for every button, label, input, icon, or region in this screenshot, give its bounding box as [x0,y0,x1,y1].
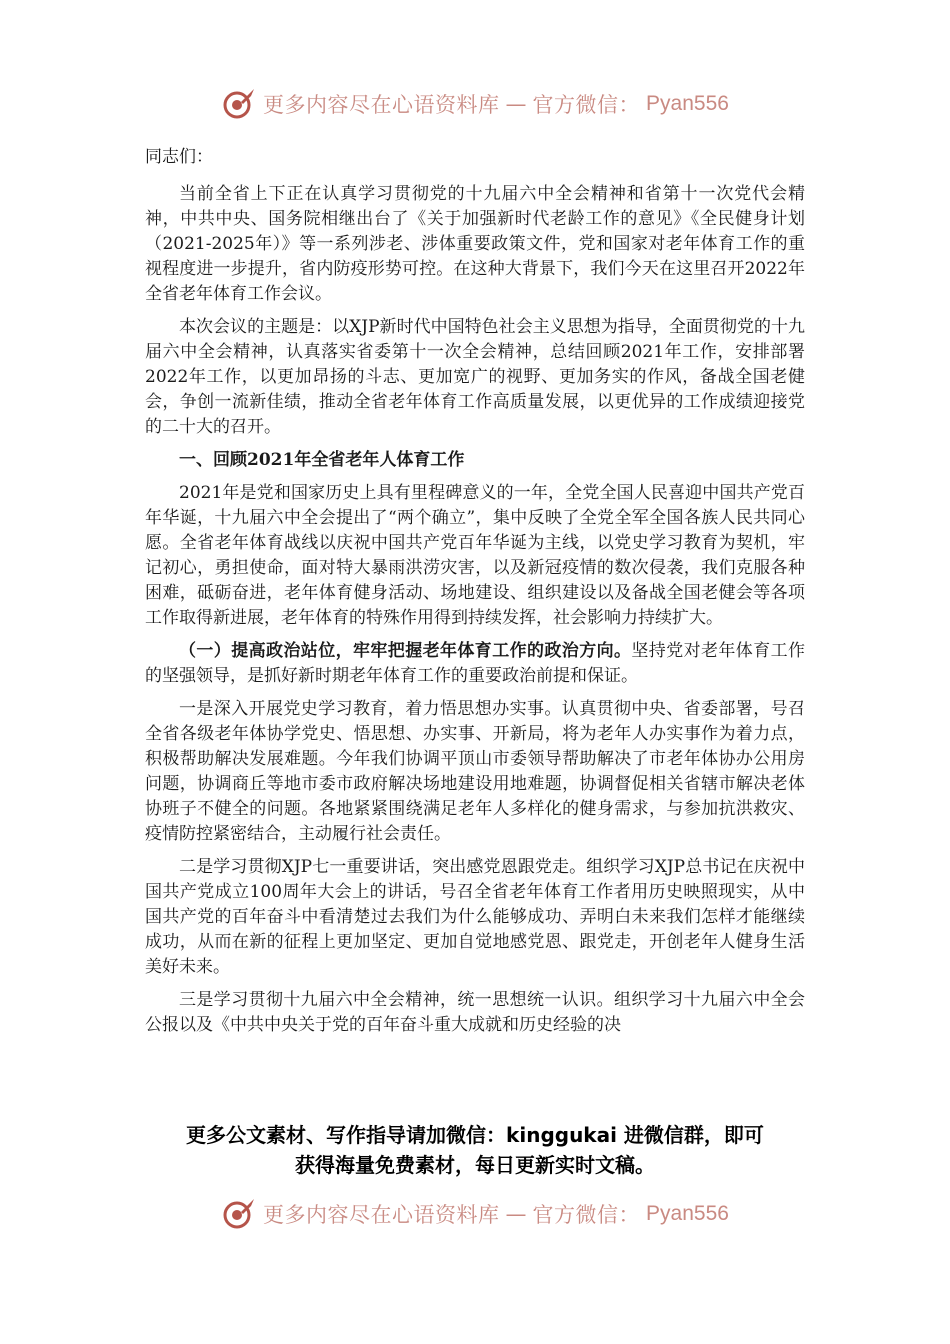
footer-watermark [0,1194,950,1234]
theme-paragraph: 本次会议的主题是：以XJP新时代中国特色社会主义思想为指导，全面贯彻党的十九届六中全会精神，认真落实省委第十一次全会精神，总结回顾2021年工作，安排部署2022年工作，以更加昂扬的斗志、更加宽广的视野、更加务实的作风，备战全国老健会，争创一流新佳绩，推动全省老年体育工作高质量发展，以更优异的工作成绩迎接党的二十大的召开。 [145,317,805,437]
point-three-paragraph: 三是学习贯彻十九届六中全会精神，统一思想统一认识。组织学习十九届六中全会公报以及《中共中央关于党的百年奋斗重大成就和历史经验的决 [145,990,805,1035]
promo-line-2: 获得海量免费素材，每日更新实时文稿。 [295,1153,655,1177]
watermark-text: 更多内容尽在心语资料库 [263,93,500,117]
subsection-title: （一）提高政治站位，牢牢把握老年体育工作的政治方向。 [179,641,632,661]
header-watermark [0,84,950,124]
watermark-separator: — [505,92,527,116]
watermark-label: 官方微信： [532,93,641,117]
point-two-paragraph: 二是学习贯彻XJP七一重要讲话，突出感党恩跟党走。组织学习XJP总书记在庆祝中国共产党成立100周年大会上的讲话，号召全省老年体育工作者用历史映照现实，从中国共产党的百年奋斗中看清楚过去我们为什么能够成功、弄明白未来我们怎样才能继续成功，从而在新的征程上更加坚定、更加自觉地感党恩、跟党走，开创老年人健身生活美好未来。 [145,857,805,977]
promo-line-1: 更多公文素材、写作指导请加微信：kinggukai 进微信群，即可 [186,1123,764,1147]
watermark-id: Pyan556 [646,1202,729,1225]
review-paragraph: 2021年是党和国家历史上具有里程碑意义的一年，全党全国人民喜迎中国共产党百年华诞，十九届六中全会提出了“两个确立”，集中反映了全党全军全国各族人民共同心愿。全省老年体育战线以庆祝中国共产党百年华诞为主线，以党史学习教育为契机，牢记初心，勇担使命，面对特大暴雨洪涝灾害，以及新冠疫情的数次侵袭，我们克服各种困难，砥砺奋进，老年体育健身活动、场地建设、组织建设以及备战全国老健会等各项工作取得新进展，老年体育的特殊作用得到持续发挥，社会影响力持续扩大。 [145,483,805,628]
quill-pen-seal-icon [221,1196,257,1232]
quill-pen-seal-icon [221,86,257,122]
section-heading: 一、回顾2021年全省老年人体育工作 [179,450,465,470]
point-one-paragraph: 一是深入开展党史学习教育，着力悟思想办实事。认真贯彻中央、省委部署，号召全省各级老年体协学党史、悟思想、办实事、开新局，将为老年人办实事作为着力点，积极帮助解决发展难题。今年我们协调平顶山市委领导帮助解决了市老年体协办公用房问题，协调商丘等地市委市政府解决场地建设用地难题，协调督促相关省辖市解决老体协班子不健全的问题。各地紧紧围绕满足老年人多样化的健身需求，与参加抗洪救灾、疫情防控紧密结合，主动履行社会责任。 [145,699,805,844]
document-body [145,145,805,1105]
watermark-text: 更多内容尽在心语资料库 [263,1203,500,1227]
subsection-paragraph [145,639,805,689]
intro-paragraph: 当前全省上下正在认真学习贯彻党的十九届六中全会精神和省第十一次党代会精神，中共中央、国务院相继出台了《关于加强新时代老龄工作的意见》《全民健身计划（2021-2025年）》等一系列涉老、涉体重要政策文件，党和国家对老年体育工作的重视程度进一步提升，省内防疫形势可控。在这种大背景下，我们今天在这里召开2022年全省老年体育工作会议。 [145,184,805,304]
watermark-label: 官方微信： [532,1203,641,1227]
salutation: 同志们： [145,147,213,167]
promo-banner [120,1120,830,1180]
subsection-body: 坚持党对老年体育工作的坚强领导，是抓好新时期老年体育工作的重要政治前提和保证。 [145,641,805,686]
watermark-id: Pyan556 [646,92,729,115]
watermark-separator: — [505,1202,527,1226]
